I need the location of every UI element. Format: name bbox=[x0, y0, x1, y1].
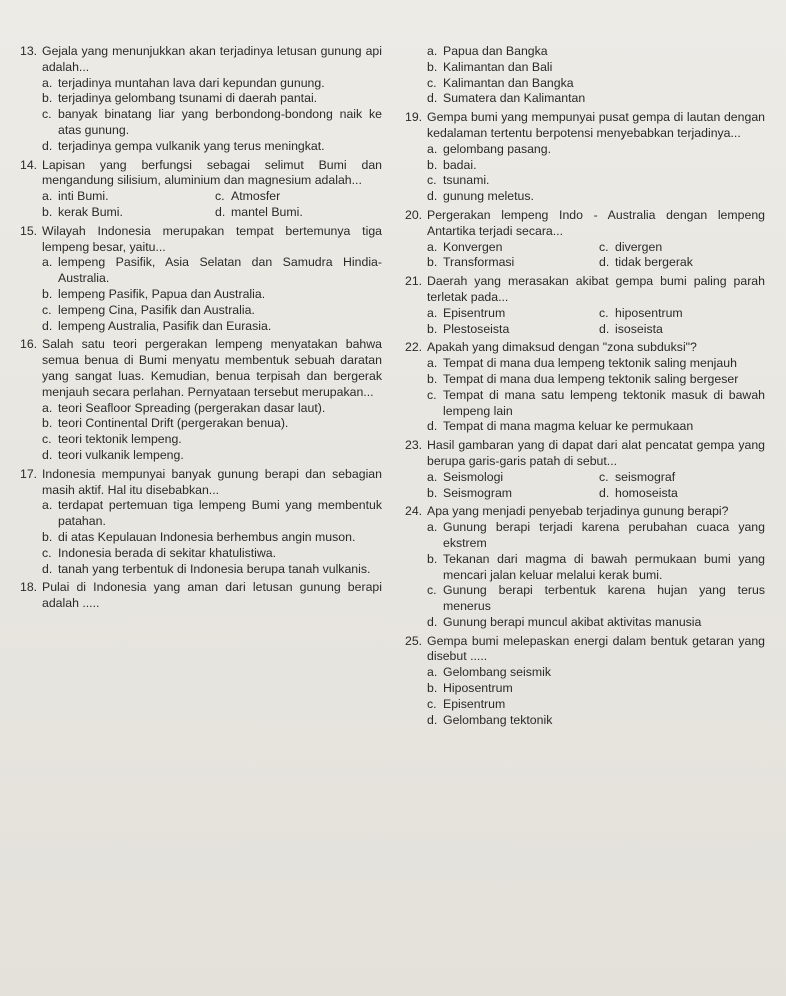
option-letter: d. bbox=[599, 321, 610, 336]
question-stem bbox=[405, 340, 765, 356]
left-column bbox=[20, 44, 382, 615]
option-text: Sumatera dan Kalimantan bbox=[443, 91, 586, 106]
option-text: Kalimantan dan Bangka bbox=[443, 75, 574, 90]
answer-option bbox=[42, 91, 382, 107]
option-letter: a. bbox=[427, 239, 438, 254]
question-stem bbox=[405, 504, 765, 520]
option-text: Hiposentrum bbox=[443, 681, 513, 696]
option-letter: a. bbox=[427, 44, 438, 58]
option-letter: b. bbox=[42, 91, 53, 106]
option-text: Tempat di mana dua lempeng tektonik saling menjauh bbox=[443, 356, 737, 371]
option-letter: b. bbox=[427, 485, 438, 500]
answer-option bbox=[42, 76, 382, 92]
answer-option bbox=[42, 205, 209, 221]
option-text: Gunung berapi muncul akibat aktivitas manusia bbox=[443, 614, 702, 629]
option-letter: c. bbox=[599, 469, 609, 484]
option-text: Gunung berapi terbentuk karena hujan yang terus menerus bbox=[443, 583, 765, 614]
answer-option bbox=[215, 205, 382, 221]
option-text: seismograf bbox=[615, 469, 676, 484]
option-text: tsunami. bbox=[443, 173, 490, 188]
question-number: 25. bbox=[405, 633, 423, 648]
option-text: Seismogram bbox=[443, 485, 513, 500]
answer-options bbox=[427, 470, 765, 502]
option-text: Episentrum bbox=[443, 305, 506, 320]
option-letter: c. bbox=[427, 696, 437, 711]
option-text: banyak binatang liar yang berbondong-bondong naik ke atas gunung. bbox=[58, 107, 382, 137]
answer-options bbox=[427, 665, 765, 728]
answer-options bbox=[427, 44, 765, 107]
answer-option bbox=[427, 520, 765, 552]
option-text: tanah yang terbentuk di Indonesia berupa tanah vulkanis. bbox=[58, 561, 371, 576]
answer-option bbox=[427, 306, 593, 322]
question-block bbox=[20, 580, 382, 612]
answer-option bbox=[42, 530, 382, 546]
option-text: Kalimantan dan Bali bbox=[443, 59, 553, 74]
question-block bbox=[405, 438, 765, 501]
question-stem bbox=[20, 44, 382, 76]
option-text: Papua dan Bangka bbox=[443, 44, 548, 58]
question-text: Gempa bumi yang mempunyai pusat gempa di lautan dengan kedalaman tertentu berpotensi menyebabkan terjadinya... bbox=[427, 110, 765, 140]
option-letter: c. bbox=[42, 107, 52, 122]
option-text: Atmosfer bbox=[231, 189, 281, 204]
option-letter: a. bbox=[427, 305, 438, 320]
option-letter: d. bbox=[42, 318, 53, 333]
answer-option bbox=[42, 189, 209, 205]
option-letter: c. bbox=[427, 173, 437, 188]
question-block bbox=[405, 110, 765, 205]
answer-option bbox=[427, 615, 765, 631]
question-text: Indonesia mempunyai banyak gunung berapi dan sebagian masih aktif. Hal itu disebabkan... bbox=[42, 466, 382, 497]
answer-option bbox=[42, 562, 382, 578]
answer-options bbox=[427, 356, 765, 435]
answer-option bbox=[427, 486, 593, 502]
answer-option bbox=[427, 240, 593, 256]
question-text: Apa yang menjadi penyebab terjadinya gunung berapi? bbox=[427, 504, 729, 519]
question-stem bbox=[20, 467, 382, 499]
option-text: Tempat di mana magma keluar ke permukaan bbox=[443, 419, 694, 434]
answer-option bbox=[427, 255, 593, 271]
option-text: Seismologi bbox=[443, 469, 504, 484]
right-column bbox=[405, 44, 765, 731]
option-letter: c. bbox=[599, 239, 609, 254]
question-number: 13. bbox=[20, 44, 38, 58]
answer-option bbox=[427, 356, 765, 372]
option-letter: b. bbox=[42, 416, 53, 431]
question-number: 20. bbox=[405, 207, 423, 222]
answer-option bbox=[427, 583, 765, 615]
answer-option bbox=[599, 306, 765, 322]
option-text: terjadinya gempa vulkanik yang terus meningkat. bbox=[58, 138, 325, 153]
option-letter: d. bbox=[427, 91, 438, 106]
answer-option bbox=[427, 60, 765, 76]
question-stem bbox=[405, 208, 765, 240]
question-stem bbox=[20, 224, 382, 256]
question-number: 24. bbox=[405, 504, 423, 519]
option-text: divergen bbox=[615, 239, 663, 254]
option-text: gunung meletus. bbox=[443, 189, 534, 204]
question-stem bbox=[405, 274, 765, 306]
answer-option bbox=[42, 139, 382, 155]
option-text: Gelombang seismik bbox=[443, 665, 551, 680]
question-number: 16. bbox=[20, 337, 38, 352]
option-letter: a. bbox=[427, 356, 438, 371]
answer-options bbox=[427, 520, 765, 631]
option-text: lempeng Pasifik, Papua dan Australia. bbox=[58, 286, 266, 301]
question-text: Lapisan yang berfungsi sebagai selimut Bumi dan mengandung silisium, aluminium dan magnesium adalah... bbox=[42, 157, 382, 188]
option-letter: d. bbox=[427, 712, 438, 727]
question-stem bbox=[20, 158, 382, 190]
option-text: isoseista bbox=[615, 321, 663, 336]
question-text: Wilayah Indonesia merupakan tempat bertemunya tiga lempeng besar, yaitu... bbox=[42, 223, 382, 254]
option-text: teori Continental Drift (pergerakan benua). bbox=[58, 416, 289, 431]
question-stem bbox=[405, 634, 765, 666]
question-text: Pulai di Indonesia yang aman dari letusan gunung berapi adalah ..... bbox=[42, 580, 382, 611]
answer-option bbox=[427, 44, 765, 60]
answer-option bbox=[599, 486, 765, 502]
option-letter: a. bbox=[427, 469, 438, 484]
answer-option bbox=[599, 470, 765, 486]
option-letter: b. bbox=[42, 529, 53, 544]
question-number: 14. bbox=[20, 157, 38, 172]
option-text: teori Seafloor Spreading (pergerakan dasar laut). bbox=[58, 400, 326, 415]
answer-option bbox=[599, 322, 765, 338]
answer-option bbox=[42, 416, 382, 432]
answer-option bbox=[427, 372, 765, 388]
option-letter: d. bbox=[42, 447, 53, 462]
option-text: tidak bergerak bbox=[615, 255, 693, 270]
option-text: Transformasi bbox=[443, 255, 515, 270]
question-block bbox=[405, 634, 765, 729]
option-letter: a. bbox=[427, 665, 438, 680]
option-letter: d. bbox=[599, 485, 610, 500]
question-text: Pergerakan lempeng Indo - Australia dengan lempeng Antartika terjadi secara... bbox=[427, 207, 765, 238]
answer-options bbox=[427, 142, 765, 205]
question-text: Salah satu teori pergerakan lempeng menyatakan bahwa semua benua di Bumi menyatu membentuk sebuah daratan yang sangat luas. Kemudian, benua terpisah dan bergerak menjauh secara perlahan. Pernyataan tersebut merupakan... bbox=[42, 337, 382, 399]
question-text: Apakah yang dimaksud dengan "zona subduksi"? bbox=[427, 340, 697, 355]
answer-option bbox=[42, 319, 382, 335]
answer-options bbox=[42, 255, 382, 334]
answer-option bbox=[42, 287, 382, 303]
option-text: lempeng Pasifik, Asia Selatan dan Samudra Hindia-Australia. bbox=[58, 255, 382, 286]
question-number: 15. bbox=[20, 223, 38, 238]
option-letter: d. bbox=[42, 561, 53, 576]
answer-option bbox=[427, 91, 765, 107]
option-text: teori tektonik lempeng. bbox=[58, 432, 182, 447]
option-letter: d. bbox=[215, 204, 226, 219]
option-text: terjadinya muntahan lava dari kepundan gunung. bbox=[58, 75, 325, 90]
answer-option bbox=[42, 498, 382, 530]
answer-option bbox=[42, 303, 382, 319]
answer-options bbox=[42, 401, 382, 464]
option-text: terjadinya gelombang tsunami di daerah pantai. bbox=[58, 91, 318, 106]
option-text: hiposentrum bbox=[615, 305, 683, 320]
question-stem bbox=[405, 438, 765, 470]
option-letter: b. bbox=[427, 321, 438, 336]
question-block bbox=[405, 504, 765, 630]
option-text: mantel Bumi. bbox=[231, 204, 303, 219]
option-text: Indonesia berada di sekitar khatulistiwa. bbox=[58, 545, 277, 560]
option-text: kerak Bumi. bbox=[58, 204, 123, 219]
option-text: badai. bbox=[443, 157, 477, 172]
answer-options bbox=[42, 189, 382, 221]
answer-options bbox=[42, 498, 382, 577]
question-text: Hasil gambaran yang di dapat dari alat pencatat gempa yang berupa garis-garis patah di sebut... bbox=[427, 438, 765, 468]
question-block bbox=[20, 158, 382, 221]
option-letter: b. bbox=[427, 59, 438, 74]
option-letter: a. bbox=[427, 141, 438, 156]
answer-option bbox=[215, 189, 382, 205]
answer-option bbox=[427, 470, 593, 486]
question-block bbox=[20, 224, 382, 335]
option-letter: d. bbox=[42, 138, 53, 153]
question-stem bbox=[405, 110, 765, 142]
option-letter: b. bbox=[427, 371, 438, 386]
option-text: homoseista bbox=[615, 485, 678, 500]
answer-option bbox=[427, 665, 765, 681]
option-text: inti Bumi. bbox=[58, 189, 109, 204]
answer-options bbox=[427, 306, 765, 338]
question-number: 17. bbox=[20, 466, 38, 481]
answer-options bbox=[42, 76, 382, 155]
option-text: Episentrum bbox=[443, 696, 506, 711]
answer-option bbox=[42, 255, 382, 287]
option-text: di atas Kepulauan Indonesia berhembus angin muson. bbox=[58, 529, 356, 544]
answer-option bbox=[427, 697, 765, 713]
option-letter: d. bbox=[427, 614, 438, 629]
option-letter: c. bbox=[427, 387, 437, 402]
question-text: Gempa bumi melepaskan energi dalam bentuk getaran yang disebut ..... bbox=[427, 633, 765, 664]
question-number: 22. bbox=[405, 340, 423, 355]
option-letter: d. bbox=[427, 419, 438, 434]
option-letter: b. bbox=[427, 681, 438, 696]
answer-option bbox=[427, 322, 593, 338]
option-letter: a. bbox=[42, 189, 53, 204]
option-letter: a. bbox=[427, 520, 438, 535]
option-text: teori vulkanik lempeng. bbox=[58, 447, 184, 462]
option-letter: c. bbox=[427, 583, 437, 598]
option-text: Gelombang tektonik bbox=[443, 712, 553, 727]
question-text: Gejala yang menunjukkan akan terjadinya letusan gunung api adalah... bbox=[42, 44, 382, 74]
option-text: gelombang pasang. bbox=[443, 141, 552, 156]
answer-option bbox=[427, 173, 765, 189]
question-number: 19. bbox=[405, 110, 423, 125]
option-letter: b. bbox=[427, 255, 438, 270]
answer-option bbox=[427, 552, 765, 584]
option-text: Plestoseista bbox=[443, 321, 510, 336]
answer-option bbox=[42, 107, 382, 139]
question-number: 21. bbox=[405, 274, 423, 289]
option-letter: a. bbox=[42, 255, 53, 270]
option-letter: c. bbox=[427, 75, 437, 90]
answer-option bbox=[427, 713, 765, 729]
question-block bbox=[20, 337, 382, 463]
answer-option bbox=[42, 546, 382, 562]
option-text: lempeng Australia, Pasifik dan Eurasia. bbox=[58, 318, 272, 333]
answer-option bbox=[599, 255, 765, 271]
question-block bbox=[20, 44, 382, 155]
option-letter: d. bbox=[427, 189, 438, 204]
answer-option bbox=[427, 388, 765, 420]
question-stem bbox=[20, 337, 382, 400]
answer-option bbox=[42, 448, 382, 464]
option-text: lempeng Cina, Pasifik dan Australia. bbox=[58, 302, 255, 317]
answer-options bbox=[427, 240, 765, 272]
answer-option bbox=[427, 142, 765, 158]
option-letter: c. bbox=[42, 432, 52, 447]
option-letter: c. bbox=[599, 305, 609, 320]
answer-option bbox=[427, 158, 765, 174]
option-letter: b. bbox=[42, 286, 53, 301]
question-number: 23. bbox=[405, 438, 423, 453]
option-text: Tempat di mana dua lempeng tektonik saling bergeser bbox=[443, 371, 739, 386]
option-letter: b. bbox=[427, 157, 438, 172]
option-text: Tekanan dari magma di bawah permukaan bumi yang mencari jalan keluar melalui kerak bumi. bbox=[443, 551, 765, 582]
answer-option bbox=[42, 432, 382, 448]
question-block bbox=[405, 44, 765, 107]
option-letter: b. bbox=[42, 204, 53, 219]
question-block bbox=[405, 208, 765, 271]
option-letter: a. bbox=[42, 498, 53, 513]
option-letter: c. bbox=[42, 545, 52, 560]
answer-option bbox=[599, 240, 765, 256]
option-text: Gunung berapi terjadi karena perubahan cuaca yang ekstrem bbox=[443, 520, 765, 550]
question-stem bbox=[20, 580, 382, 612]
question-block bbox=[20, 467, 382, 578]
answer-option bbox=[42, 401, 382, 417]
answer-option bbox=[427, 419, 765, 435]
option-letter: c. bbox=[42, 302, 52, 317]
question-text: Daerah yang merasakan akibat gempa bumi paling parah terletak pada... bbox=[427, 274, 765, 304]
option-letter: a. bbox=[42, 75, 53, 90]
option-letter: a. bbox=[42, 400, 53, 415]
option-text: terdapat pertemuan tiga lempeng Bumi yang membentuk patahan. bbox=[58, 498, 382, 529]
option-letter: b. bbox=[427, 551, 438, 566]
answer-option bbox=[427, 189, 765, 205]
answer-option bbox=[427, 681, 765, 697]
option-letter: d. bbox=[599, 255, 610, 270]
option-letter: c. bbox=[215, 189, 225, 204]
option-text: Konvergen bbox=[443, 239, 503, 254]
answer-option bbox=[427, 76, 765, 92]
question-number: 18. bbox=[20, 580, 38, 595]
question-block bbox=[405, 340, 765, 435]
question-block bbox=[405, 274, 765, 337]
option-text: Tempat di mana satu lempeng tektonik masuk di bawah lempeng lain bbox=[443, 387, 765, 418]
